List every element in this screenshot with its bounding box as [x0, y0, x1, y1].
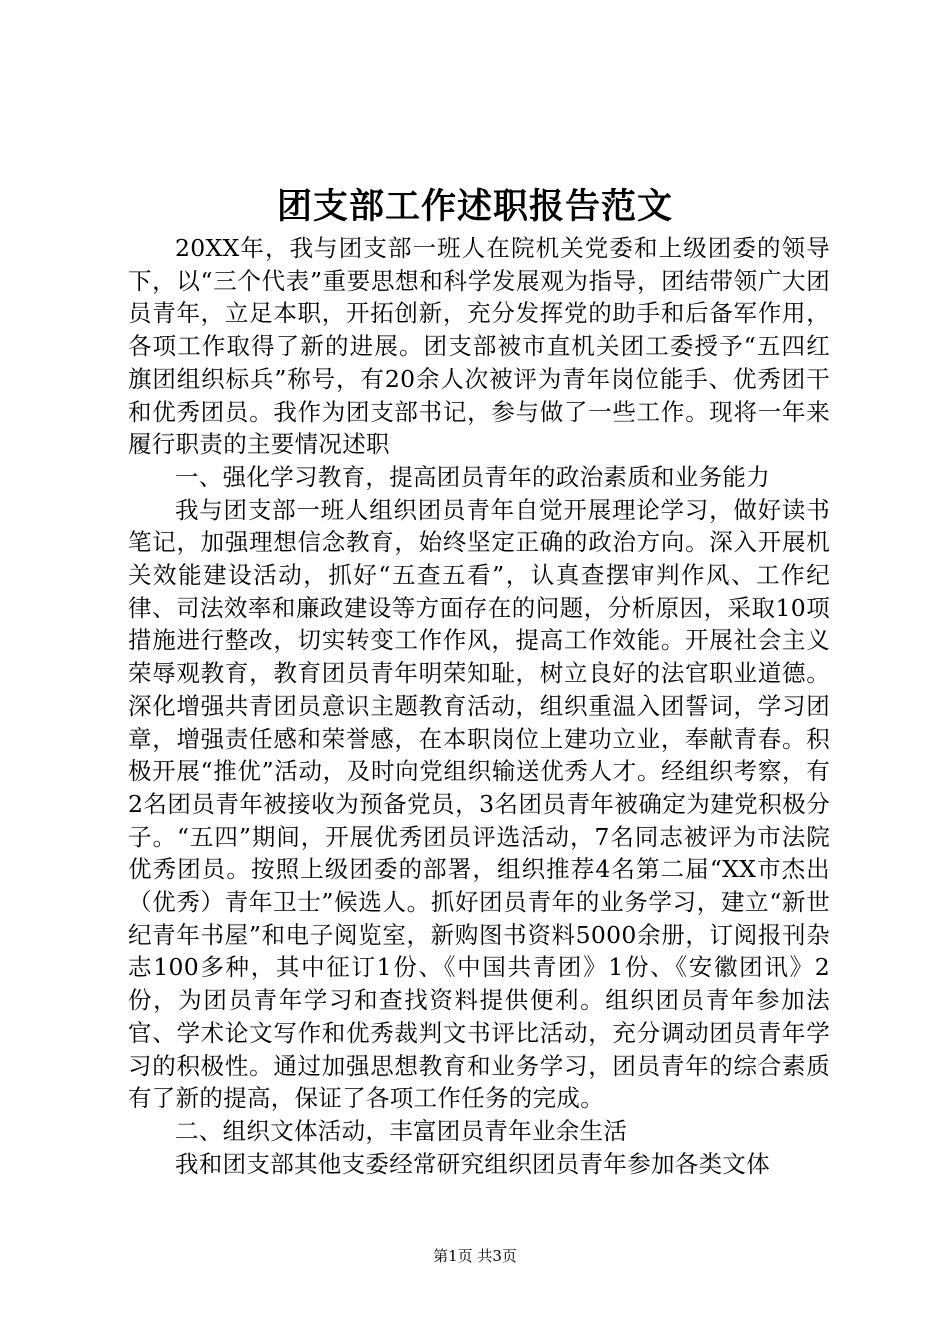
- document-body: [128, 232, 830, 1180]
- section-2-paragraph: 我和团支部其他支委经常研究组织团员青年参加各类文体: [175, 1149, 770, 1178]
- section-heading-1: 一、强化学习教育，提高团员青年的政治素质和业务能力: [175, 462, 770, 491]
- document-title: 团支部工作述职报告范文: [276, 186, 673, 227]
- section-1-paragraph: 我与团支部一班人组织团员青年自觉开展理论学习，做好读书笔记，加强理想信念教育，始终坚定正确的政治方向。深入开展机关效能建设活动，抓好“五查五看”，认真查摆审判作风、工作纪律、司法效率和廉政建设等方面存在的问题，分析原因，采取10项措施进行整改，切实转变工作作风，提高工作效能。开展社会主义荣辱观教育，教育团员青年明荣知耻，树立良好的法官职业道德。深化增强共青团员意识主题教育活动，组织重温入团誓词，学习团章，增强责任感和荣誉感，在本职岗位上建功立业，奉献青春。积极开展“推优”活动，及时向党组织输送优秀人才。经组织考察，有2名团员青年被接收为预备党员，3名团员青年被确定为建党积极分子。“五四”期间，开展优秀团员评选活动，7名同志被评为市法院优秀团员。按照上级团委的部署，组织推荐4名第二届“XX市杰出（优秀）青年卫士”候选人。抓好团员青年的业务学习，建立“新世纪青年书屋”和电子阅览室，新购图书资料5000余册，订阅报刊杂志100多种，其中征订1份、《中国共青团》1份、《安徽团讯》2份，为团员青年学习和查找资料提供便利。组织团员青年参加法官、学术论文写作和优秀裁判文书评比活动，充分调动团员青年学习的积极性。通过加强思想教育和业务学习，团员青年的综合素质有了新的提高，保证了各项工作任务的完成。: [128, 495, 830, 1113]
- page-footer: 第1页 共3页: [433, 1247, 517, 1265]
- section-heading-2: 二、组织文体活动，丰富团员青年业余生活: [175, 1116, 628, 1145]
- intro-paragraph: 20XX年，我与团支部一班人在院机关党委和上级团委的领导下，以“三个代表”重要思想和科学发展观为指导，团结带领广大团员青年，立足本职，开拓创新，充分发挥党的助手和后备军作用，各项工作取得了新的进展。团支部被市直机关团工委授予“五四红旗团组织标兵”称号，有20余人次被评为青年岗位能手、优秀团干和优秀团员。我作为团支部书记，参与做了一些工作。现将一年来履行职责的主要情况述职: [128, 234, 830, 459]
